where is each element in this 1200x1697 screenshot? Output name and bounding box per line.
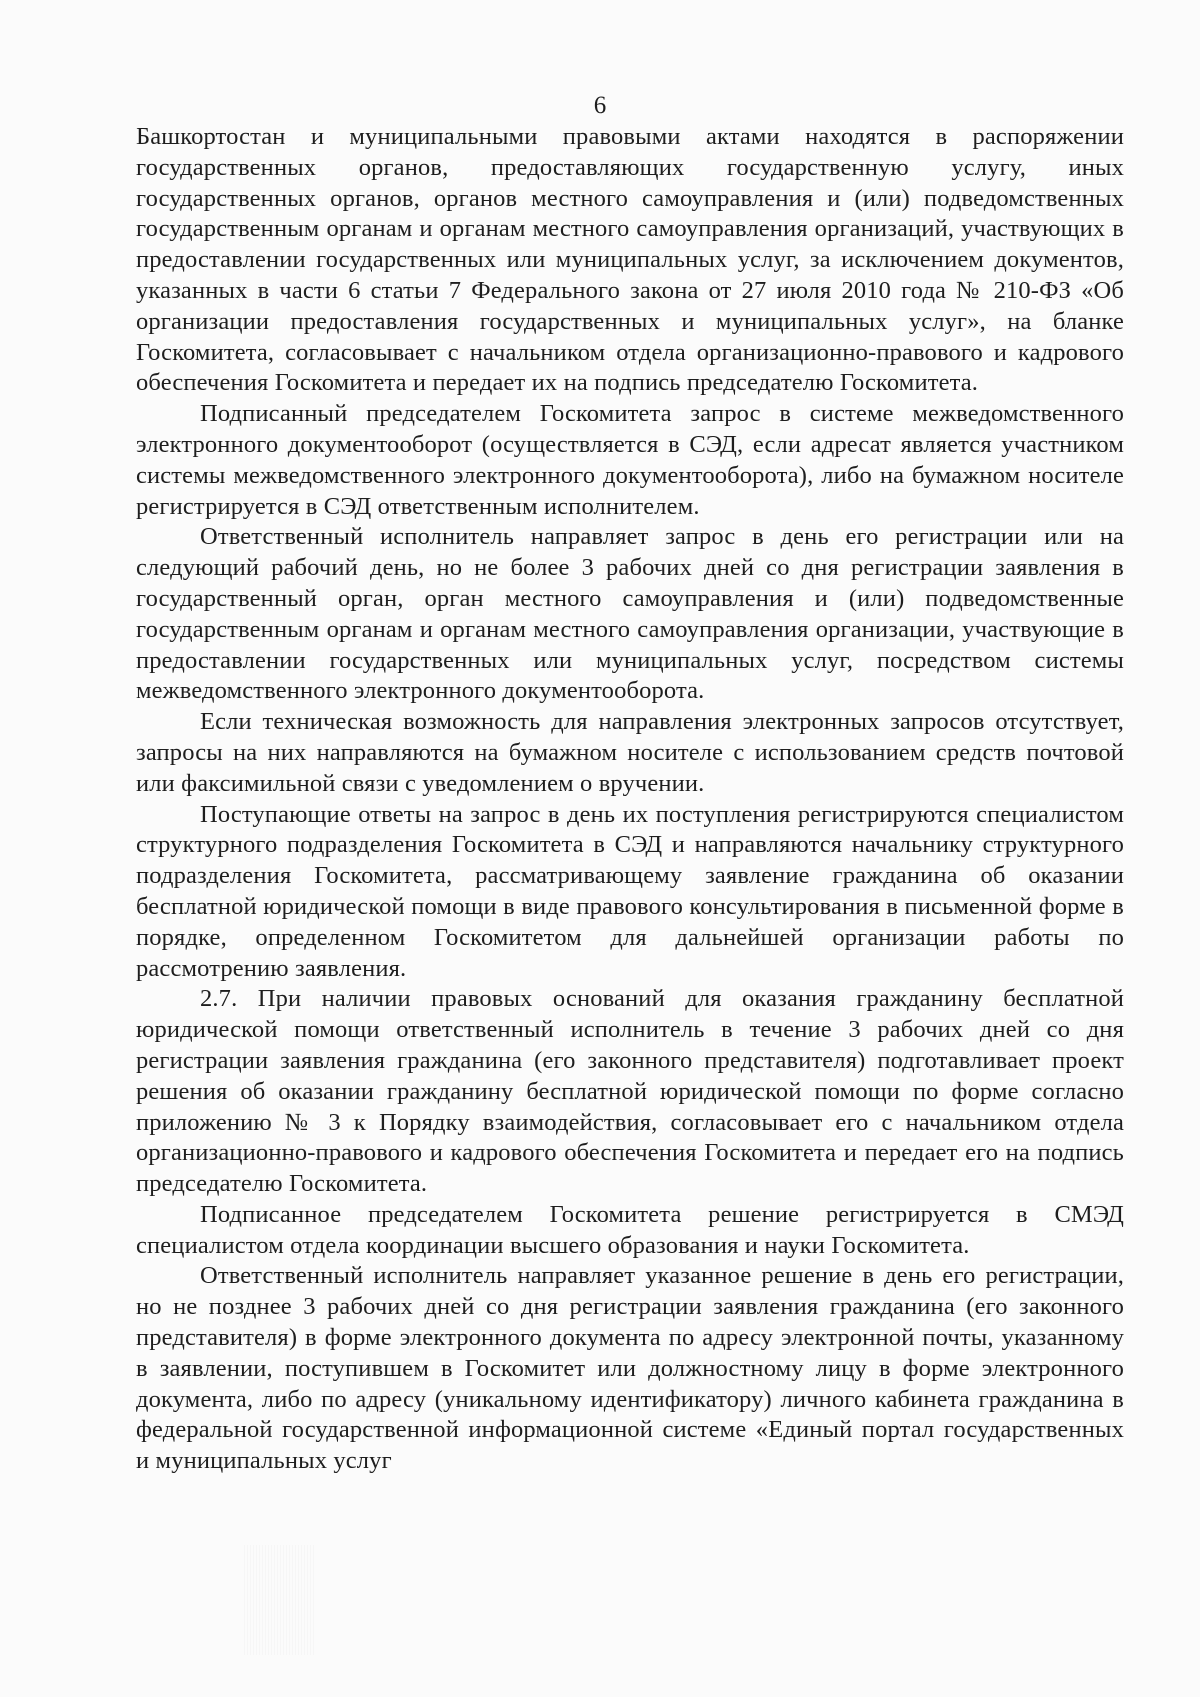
paragraph-paper-requests: Если техническая возможность для направления электронных запросов отсутствует, запросы на них направляются на бумажном носителе с использованием средств почтовой или факсимильной связи с уведомлением о вручении. [136,708,1124,797]
paragraph-incoming-answers: Поступающие ответы на запрос в день их поступления регистрируются специалистом структурного подразделения Госкомитета в СЭД и направляются начальнику структурного подразделения Госкомитета, рассматривающему заявление гражданина об оказании бесплатной юридической помощи в виде правового консультирования в письменной форме в порядке, определенном Госкомитетом для дальнейшей организации работы по рассмотрению заявления. [136,800,1124,982]
paragraph-continuation: Башкортостан и муниципальными правовыми актами находятся в распоряжении государственных органов, предоставляющих государственную услугу, иных государственных органов, органов местного самоуправления и (или) подведомственных государственным органам и органам местного самоуправления организаций, участвующих в предоставлении государственных или муниципальных услуг, за исключением документов, указанных в части 6 статьи 7 Федерального закона от 27 июля 2010 года № 210-ФЗ «Об организации предоставления государственных и муниципальных услуг», на бланке Госкомитета, согласовывает с начальником отдела организационно-правового и кадрового обеспечения Госкомитета и передает их на подпись председателю Госкомитета. [136,123,1124,397]
scan-artifact [244,1545,314,1655]
document-body [136,122,1124,1477]
paragraph-decision-delivery: Ответственный исполнитель направляет указанное решение в день его регистрации, но не позднее 3 рабочих дней со дня регистрации заявления гражданина (его законного представителя) в форме электронного документа по адресу электронной почты, указанному в заявлении, поступившем в Госкомитет или должностному лицу в форме электронного документа, либо по адресу (уникальному идентификатору) личного кабинета гражданина в федеральной государственной информационной системе «Единый портал государственных и муниципальных услуг [136,1262,1124,1475]
page-number: 6 [593,92,607,119]
paragraph-signed-request: Подписанный председателем Госкомитета запрос в системе межведомственного электронного документооборот (осуществляется в СЭД, если адресат является участником системы межведомственного электронного документооборота), либо на бумажном носителе регистрируется в СЭД ответственным исполнителем. [136,400,1124,520]
paragraph-send-request: Ответственный исполнитель направляет запрос в день его регистрации или на следующий рабочий день, но не более 3 рабочих дней со дня регистрации заявления в государственный орган, орган местного самоуправления и (или) подведомственные государственным органам и органам местного самоуправления организации, участвующие в предоставлении государственных или муниципальных услуг, посредством системы межведомственного электронного документооборота. [136,523,1124,705]
paragraph-signed-decision: Подписанное председателем Госкомитета решение регистрируется в СМЭД специалистом отдела координации высшего образования и науки Госкомитета. [136,1200,1124,1259]
paragraph-section-2-7: 2.7. При наличии правовых оснований для оказания гражданину бесплатной юридической помощи ответственный исполнитель в течение 3 рабочих дней со дня регистрации заявления гражданина (его законного представителя) подготавливает проект решения об оказании гражданину бесплатной юридической помощи по форме согласно приложению № 3 к Порядку взаимодействия, согласовывает его с начальником отдела организационно-правового и кадрового обеспечения Госкомитета и передает его на подпись председателю Госкомитета. [136,985,1124,1198]
